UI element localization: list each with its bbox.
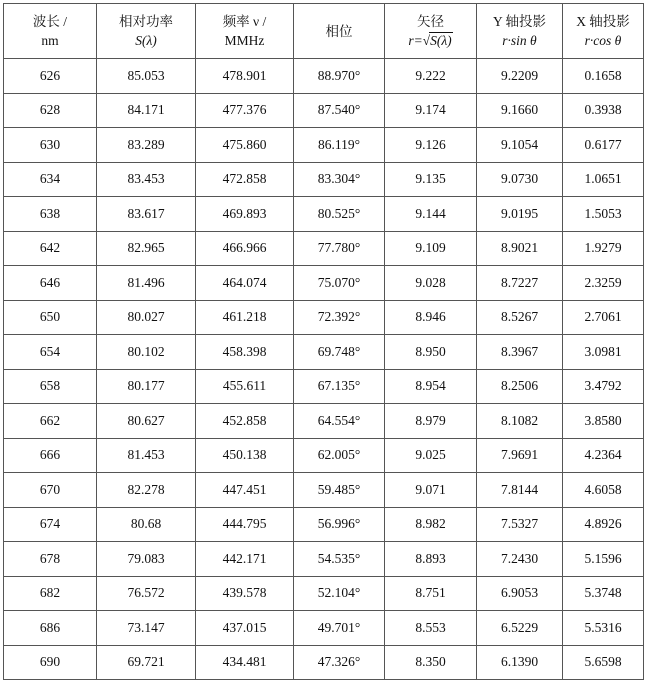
cell-x-projection: 4.8926 xyxy=(563,507,644,542)
cell-x-projection: 2.7061 xyxy=(563,300,644,335)
cell-x-projection: 3.0981 xyxy=(563,335,644,370)
header-radius-vector xyxy=(385,4,477,59)
cell-frequency: 439.578 xyxy=(196,576,294,611)
cell-frequency: 444.795 xyxy=(196,507,294,542)
cell-radius-vector: 9.025 xyxy=(385,438,477,473)
cell-frequency: 452.858 xyxy=(196,404,294,439)
cell-radius-vector: 8.350 xyxy=(385,645,477,680)
header-wavelength xyxy=(4,4,97,59)
cell-radius-vector: 9.135 xyxy=(385,162,477,197)
table-row xyxy=(4,300,644,335)
cell-x-projection: 0.1658 xyxy=(563,59,644,94)
header-x-projection-line1: X 轴投影 xyxy=(576,14,630,29)
cell-x-projection: 5.1596 xyxy=(563,542,644,577)
table-row xyxy=(4,59,644,94)
cell-relative-power: 79.083 xyxy=(97,542,196,577)
cell-wavelength: 690 xyxy=(4,645,97,680)
cell-phase: 64.554° xyxy=(294,404,385,439)
data-table xyxy=(3,3,644,680)
table-row xyxy=(4,93,644,128)
table-row xyxy=(4,128,644,163)
cell-radius-vector: 8.982 xyxy=(385,507,477,542)
cell-relative-power: 83.453 xyxy=(97,162,196,197)
header-y-projection-line2: r·sin θ xyxy=(502,33,537,48)
cell-y-projection: 7.9691 xyxy=(477,438,563,473)
cell-x-projection: 0.3938 xyxy=(563,93,644,128)
cell-radius-vector: 8.946 xyxy=(385,300,477,335)
table-row xyxy=(4,197,644,232)
cell-frequency: 469.893 xyxy=(196,197,294,232)
cell-frequency: 475.860 xyxy=(196,128,294,163)
cell-relative-power: 83.617 xyxy=(97,197,196,232)
cell-phase: 87.540° xyxy=(294,93,385,128)
cell-frequency: 464.074 xyxy=(196,266,294,301)
cell-y-projection: 8.5267 xyxy=(477,300,563,335)
cell-phase: 83.304° xyxy=(294,162,385,197)
cell-x-projection: 0.6177 xyxy=(563,128,644,163)
cell-wavelength: 628 xyxy=(4,93,97,128)
cell-radius-vector: 8.751 xyxy=(385,576,477,611)
table-row xyxy=(4,369,644,404)
cell-y-projection: 7.8144 xyxy=(477,473,563,508)
cell-relative-power: 85.053 xyxy=(97,59,196,94)
cell-frequency: 434.481 xyxy=(196,645,294,680)
cell-radius-vector: 9.222 xyxy=(385,59,477,94)
cell-relative-power: 80.027 xyxy=(97,300,196,335)
header-relative-power-line1: 相对功率 xyxy=(119,14,173,29)
table-row xyxy=(4,507,644,542)
table-row xyxy=(4,611,644,646)
header-wavelength-line1: 波长 / xyxy=(32,14,68,29)
cell-radius-vector: 8.893 xyxy=(385,542,477,577)
cell-wavelength: 642 xyxy=(4,231,97,266)
header-radius-vector-line1: 矢径 xyxy=(417,14,444,29)
cell-wavelength: 630 xyxy=(4,128,97,163)
header-frequency-line2: MMHz xyxy=(224,33,265,48)
cell-phase: 88.970° xyxy=(294,59,385,94)
table-row xyxy=(4,266,644,301)
cell-relative-power: 69.721 xyxy=(97,645,196,680)
table-row xyxy=(4,438,644,473)
header-x-projection-line2: r·cos θ xyxy=(584,33,622,48)
cell-frequency: 437.015 xyxy=(196,611,294,646)
cell-phase: 59.485° xyxy=(294,473,385,508)
table-row xyxy=(4,576,644,611)
table-row xyxy=(4,162,644,197)
cell-x-projection: 5.5316 xyxy=(563,611,644,646)
cell-phase: 86.119° xyxy=(294,128,385,163)
cell-frequency: 458.398 xyxy=(196,335,294,370)
cell-wavelength: 678 xyxy=(4,542,97,577)
cell-relative-power: 83.289 xyxy=(97,128,196,163)
cell-phase: 72.392° xyxy=(294,300,385,335)
cell-phase: 75.070° xyxy=(294,266,385,301)
table-container xyxy=(3,3,644,680)
header-row xyxy=(4,4,644,59)
cell-x-projection: 4.6058 xyxy=(563,473,644,508)
cell-y-projection: 8.9021 xyxy=(477,231,563,266)
cell-relative-power: 82.965 xyxy=(97,231,196,266)
cell-phase: 67.135° xyxy=(294,369,385,404)
cell-frequency: 461.218 xyxy=(196,300,294,335)
cell-phase: 56.996° xyxy=(294,507,385,542)
cell-wavelength: 674 xyxy=(4,507,97,542)
cell-y-projection: 8.3967 xyxy=(477,335,563,370)
cell-radius-vector: 9.174 xyxy=(385,93,477,128)
header-y-projection xyxy=(477,4,563,59)
cell-frequency: 450.138 xyxy=(196,438,294,473)
header-phase xyxy=(294,4,385,59)
cell-wavelength: 686 xyxy=(4,611,97,646)
cell-wavelength: 666 xyxy=(4,438,97,473)
cell-radius-vector: 8.979 xyxy=(385,404,477,439)
cell-wavelength: 682 xyxy=(4,576,97,611)
cell-relative-power: 80.627 xyxy=(97,404,196,439)
cell-relative-power: 80.102 xyxy=(97,335,196,370)
cell-wavelength: 646 xyxy=(4,266,97,301)
cell-phase: 52.104° xyxy=(294,576,385,611)
cell-relative-power: 80.177 xyxy=(97,369,196,404)
table-row xyxy=(4,645,644,680)
cell-relative-power: 73.147 xyxy=(97,611,196,646)
cell-relative-power: 82.278 xyxy=(97,473,196,508)
cell-radius-vector: 8.553 xyxy=(385,611,477,646)
cell-wavelength: 634 xyxy=(4,162,97,197)
cell-y-projection: 6.5229 xyxy=(477,611,563,646)
cell-wavelength: 654 xyxy=(4,335,97,370)
cell-x-projection: 3.8580 xyxy=(563,404,644,439)
header-wavelength-line2: nm xyxy=(41,33,59,48)
cell-y-projection: 8.1082 xyxy=(477,404,563,439)
cell-x-projection: 4.2364 xyxy=(563,438,644,473)
header-y-projection-line1: Y 轴投影 xyxy=(492,14,547,29)
cell-phase: 69.748° xyxy=(294,335,385,370)
header-radius-vector-prefix: r=√ xyxy=(408,33,431,48)
cell-radius-vector: 9.144 xyxy=(385,197,477,232)
cell-relative-power: 84.171 xyxy=(97,93,196,128)
table-row xyxy=(4,231,644,266)
table-body xyxy=(4,59,644,680)
cell-y-projection: 9.0195 xyxy=(477,197,563,232)
cell-y-projection: 9.0730 xyxy=(477,162,563,197)
cell-frequency: 477.376 xyxy=(196,93,294,128)
cell-y-projection: 7.5327 xyxy=(477,507,563,542)
cell-wavelength: 662 xyxy=(4,404,97,439)
cell-x-projection: 1.9279 xyxy=(563,231,644,266)
cell-x-projection: 5.6598 xyxy=(563,645,644,680)
cell-wavelength: 626 xyxy=(4,59,97,94)
cell-x-projection: 5.3748 xyxy=(563,576,644,611)
cell-relative-power: 81.453 xyxy=(97,438,196,473)
header-frequency xyxy=(196,4,294,59)
cell-radius-vector: 9.109 xyxy=(385,231,477,266)
cell-y-projection: 7.2430 xyxy=(477,542,563,577)
cell-phase: 54.535° xyxy=(294,542,385,577)
header-x-projection xyxy=(563,4,644,59)
cell-relative-power: 81.496 xyxy=(97,266,196,301)
cell-y-projection: 8.7227 xyxy=(477,266,563,301)
cell-wavelength: 670 xyxy=(4,473,97,508)
cell-frequency: 455.611 xyxy=(196,369,294,404)
cell-relative-power: 76.572 xyxy=(97,576,196,611)
cell-wavelength: 638 xyxy=(4,197,97,232)
header-frequency-line1: 频率 ν / xyxy=(222,14,267,29)
header-radius-vector-line2 xyxy=(385,31,476,50)
cell-radius-vector: 9.028 xyxy=(385,266,477,301)
cell-radius-vector: 8.954 xyxy=(385,369,477,404)
cell-frequency: 472.858 xyxy=(196,162,294,197)
cell-frequency: 478.901 xyxy=(196,59,294,94)
header-phase-line1: 相位 xyxy=(325,23,353,39)
header-radius-vector-radicand: S(λ) xyxy=(430,33,452,48)
cell-relative-power: 80.68 xyxy=(97,507,196,542)
table-row xyxy=(4,335,644,370)
cell-frequency: 442.171 xyxy=(196,542,294,577)
table-row xyxy=(4,404,644,439)
cell-y-projection: 8.2506 xyxy=(477,369,563,404)
cell-x-projection: 3.4792 xyxy=(563,369,644,404)
cell-x-projection: 1.5053 xyxy=(563,197,644,232)
cell-x-projection: 1.0651 xyxy=(563,162,644,197)
header-relative-power-line2: S(λ) xyxy=(135,33,157,48)
header-relative-power xyxy=(97,4,196,59)
cell-y-projection: 9.1054 xyxy=(477,128,563,163)
cell-phase: 47.326° xyxy=(294,645,385,680)
cell-frequency: 466.966 xyxy=(196,231,294,266)
cell-radius-vector: 8.950 xyxy=(385,335,477,370)
cell-phase: 49.701° xyxy=(294,611,385,646)
cell-y-projection: 9.1660 xyxy=(477,93,563,128)
cell-phase: 77.780° xyxy=(294,231,385,266)
cell-wavelength: 650 xyxy=(4,300,97,335)
cell-phase: 62.005° xyxy=(294,438,385,473)
cell-y-projection: 6.9053 xyxy=(477,576,563,611)
table-row xyxy=(4,473,644,508)
cell-y-projection: 9.2209 xyxy=(477,59,563,94)
cell-x-projection: 2.3259 xyxy=(563,266,644,301)
cell-frequency: 447.451 xyxy=(196,473,294,508)
cell-wavelength: 658 xyxy=(4,369,97,404)
cell-y-projection: 6.1390 xyxy=(477,645,563,680)
cell-radius-vector: 9.071 xyxy=(385,473,477,508)
cell-radius-vector: 9.126 xyxy=(385,128,477,163)
cell-phase: 80.525° xyxy=(294,197,385,232)
table-row xyxy=(4,542,644,577)
